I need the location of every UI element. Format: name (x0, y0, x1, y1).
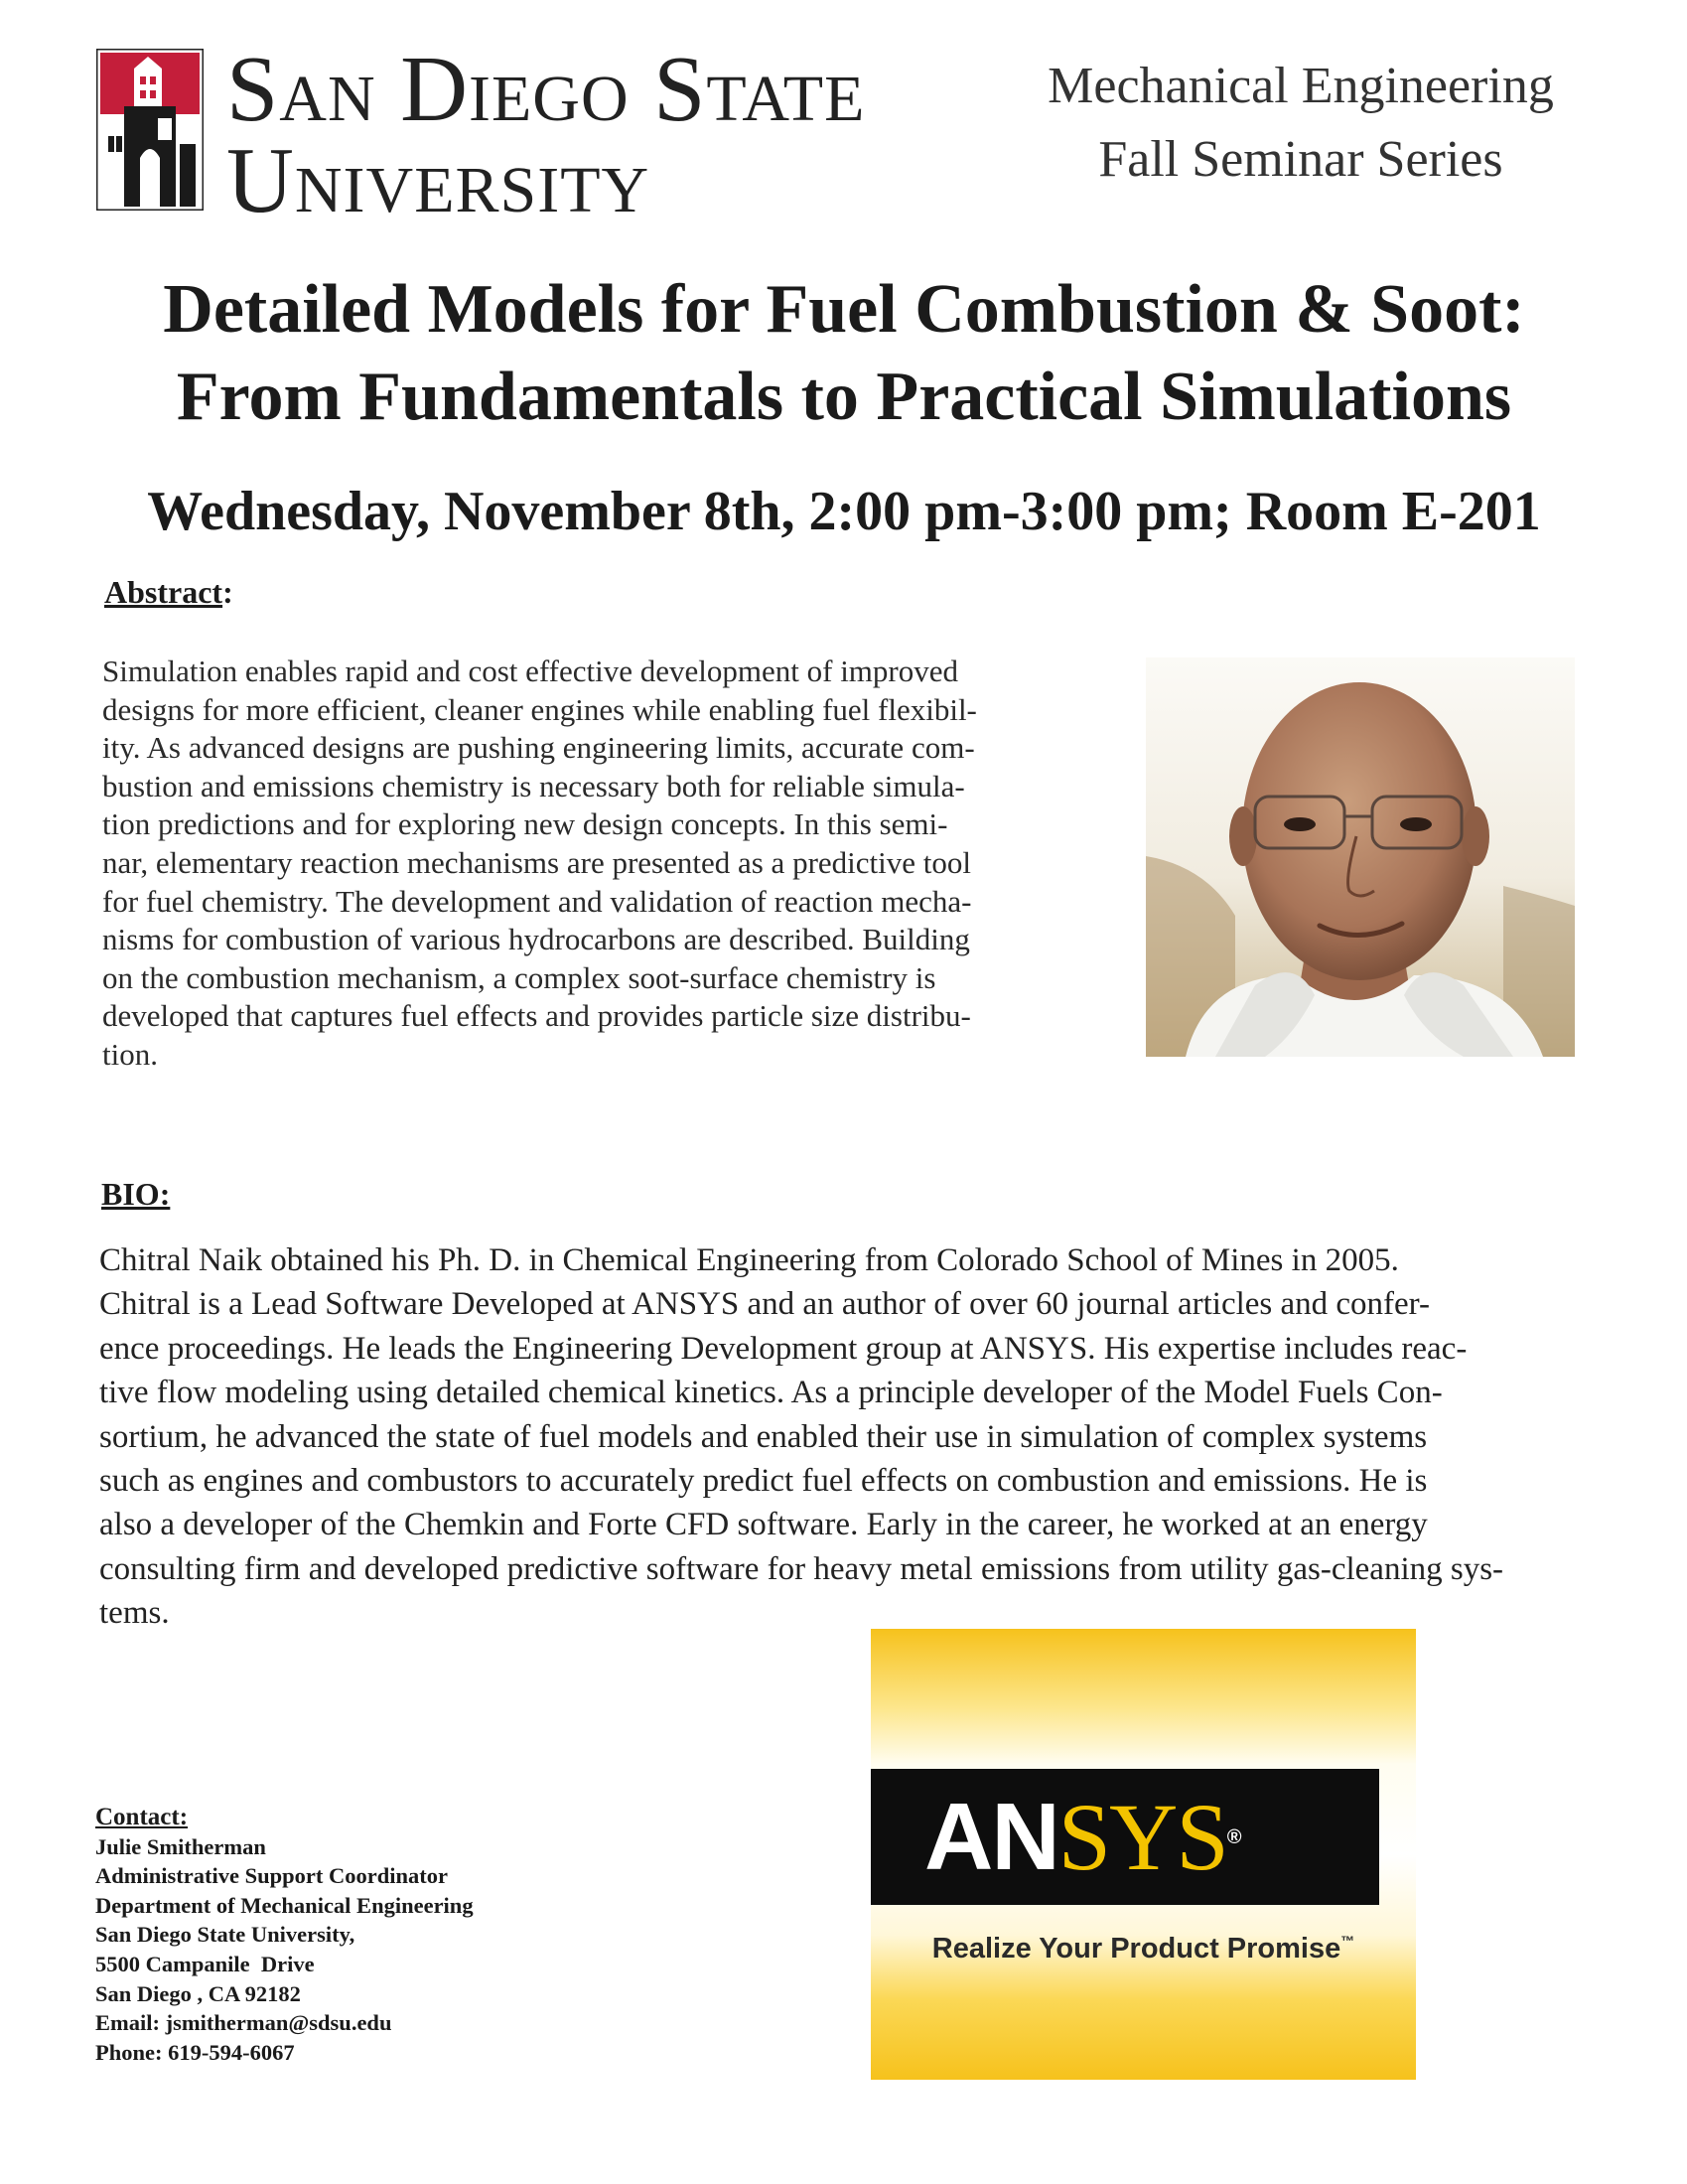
university-line-2: University (226, 129, 650, 232)
contact-phone: Phone: 619-594-6067 (95, 2039, 295, 2065)
abstract-line: nisms for combustion of various hydrocarbons are described. Building (102, 922, 970, 957)
ansys-tagline (871, 1933, 1416, 1966)
bio-line: Chitral is a Lead Software Developed at ANSYS and an author of over 60 journal articles and confer- (99, 1286, 1430, 1323)
abstract-line: Simulation enables rapid and cost effective development of improved (102, 654, 959, 688)
contact-block (95, 1803, 474, 2067)
seminar-series (1003, 50, 1599, 197)
abstract-heading-colon: : (222, 574, 233, 610)
tagline-text: Realize Your Product Promise (931, 1933, 1341, 1965)
abstract-line: tion. (102, 1036, 158, 1072)
registered-mark: ® (1226, 1826, 1240, 1848)
university-name (226, 38, 866, 232)
bio-heading: BIO: (101, 1176, 171, 1212)
contact-city: San Diego , CA 92182 (95, 1980, 301, 2006)
abstract-heading (104, 574, 233, 611)
university-line-1: San Diego State (226, 38, 866, 141)
contact-university: San Diego State University, (95, 1922, 355, 1948)
ansys-logo-sys: SYS (1057, 1784, 1227, 1890)
trademark-mark: ™ (1340, 1933, 1355, 1949)
bio-line: tive flow modeling using detailed chemical kinetics. As a principle developer of the Model Fuels Con- (99, 1375, 1443, 1411)
series-line-1: Mechanical Engineering (1048, 58, 1554, 114)
ansys-logo-an: AN (924, 1784, 1058, 1890)
contact-title: Administrative Support Coordinator (95, 1863, 449, 1889)
title-line-2: From Fundamentals to Practical Simulations (176, 359, 1512, 435)
abstract-heading-label: Abstract (104, 574, 223, 610)
title-line-1: Detailed Models for Fuel Combustion & Soot: (163, 271, 1525, 348)
abstract-text (102, 653, 1105, 1075)
abstract-line: designs for more efficient, cleaner engines while enabling fuel flexibil- (102, 691, 977, 727)
sdsu-tower-logo-icon (96, 49, 204, 211)
bio-text (99, 1238, 1559, 1636)
event-datetime: Wednesday, November 8th, 2:00 pm-3:00 pm; Room E-201 (147, 481, 1541, 542)
contact-name: Julie Smitherman (95, 1833, 266, 1859)
sdsu-logo (96, 49, 204, 211)
bio-line: Chitral Naik obtained his Ph. D. in Chemical Engineering from Colorado School of Mines in 2005. (99, 1242, 1399, 1278)
bio-line: consulting firm and developed predictive software for heavy metal emissions from utility gas-cleaning sys- (99, 1550, 1504, 1587)
abstract-line: developed that captures fuel effects and provides particle size distribu- (102, 998, 971, 1034)
ansys-logo (924, 1784, 1240, 1890)
abstract-line: on the combustion mechanism, a complex soot-surface chemistry is (102, 959, 936, 995)
contact-heading: Contact: (95, 1804, 189, 1830)
contact-email[interactable]: Email: jsmitherman@sdsu.edu (95, 2010, 392, 2036)
series-line-2: Fall Seminar Series (1098, 131, 1503, 188)
bio-line: ence proceedings. He leads the Engineering Development group at ANSYS. His expertise includes reac- (99, 1330, 1468, 1367)
abstract-line: nar, elementary reaction mechanisms are presented as a predictive tool (102, 844, 971, 880)
seminar-title (60, 266, 1628, 441)
abstract-line: bustion and emissions chemistry is necessary both for reliable simula- (102, 768, 965, 803)
bio-line: tems. (99, 1595, 170, 1632)
ansys-advertisement (871, 1629, 1416, 2080)
abstract-line: ity. As advanced designs are pushing engineering limits, accurate com- (102, 730, 975, 766)
abstract-line: tion predictions and for exploring new design concepts. In this semi- (102, 806, 948, 842)
contact-department: Department of Mechanical Engineering (95, 1892, 474, 1918)
bio-line: sortium, he advanced the state of fuel models and enabled their use in simulation of complex systems (99, 1418, 1428, 1455)
speaker-portrait-icon (1146, 657, 1575, 1057)
bio-line: such as engines and combustors to accurately predict fuel effects on combustion and emissions. He is (99, 1463, 1428, 1500)
speaker-photo (1146, 657, 1575, 1057)
contact-street: 5500 Campanile Drive (95, 1951, 315, 1976)
bio-line: also a developer of the Chemkin and Forte CFD software. Early in the career, he worked at an energy (99, 1507, 1428, 1543)
abstract-line: for fuel chemistry. The development and validation of reaction mecha- (102, 883, 972, 919)
